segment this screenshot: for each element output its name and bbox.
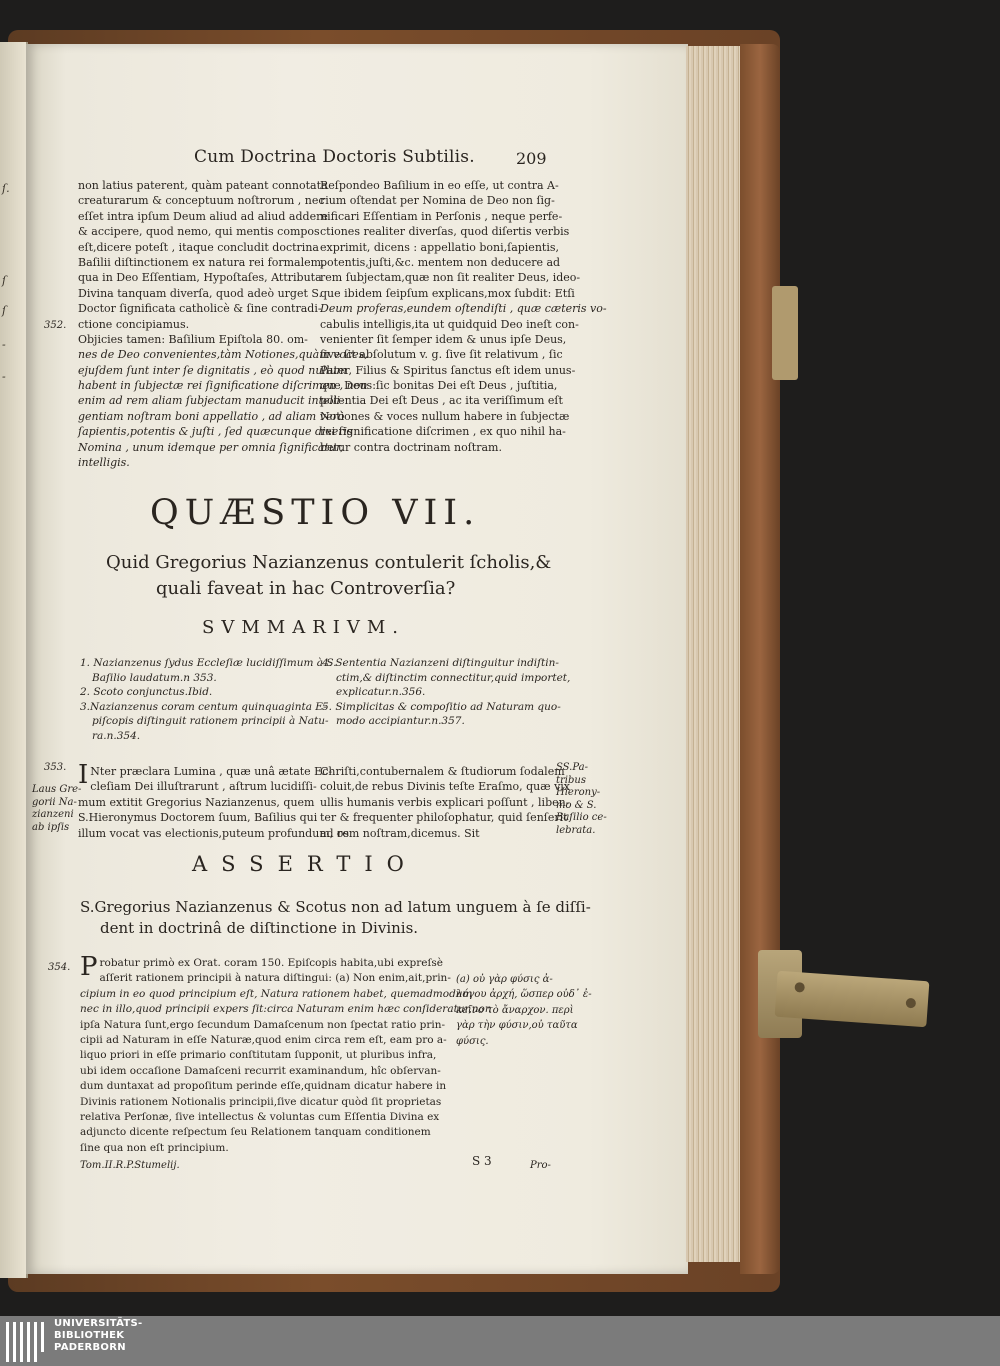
text-line: ejuſdem ſunt inter ſe dignitatis , eò quod nullum xyxy=(78,363,347,377)
right-column-text xyxy=(320,178,607,455)
text-line: gentiam noſtram boni appellatio , ad aliam verò xyxy=(78,409,345,423)
text-line: Objicies tamen: Baſilium Epiſtola 80. om- xyxy=(78,332,308,346)
margin-line: tribus xyxy=(556,774,586,786)
text-line: ubi idem occaſione Damaſceni recurrit examinandum, hîc obſervan- xyxy=(80,1064,441,1077)
text-line: rium oſtendat per Nomina de Deo non ſig- xyxy=(320,194,555,208)
clasp-rivet xyxy=(794,982,805,993)
text-line: Doctor ſignificata catholicè & ſine contradi- xyxy=(78,302,322,316)
text-line: ſine qua non eſt principium. xyxy=(80,1141,229,1154)
text-line: adjuncto dicente reſpectum ſeu Relationem tanquam conditionem xyxy=(80,1126,431,1139)
text-line: enim ad rem aliam ſubjectam manuducit intelli- xyxy=(78,394,344,408)
text-line: ſive ſit abſolutum v. g. ſive ſit relativum , ſic xyxy=(320,348,563,362)
list-item: 3.Nazianzenus coram centum quinquaginta E- xyxy=(80,700,327,713)
text-line: ipſa Natura ſunt,ergo ſecundum Damaſcenum non ſpectat ratio prin- xyxy=(80,1018,446,1031)
assertio-statement-line2: dent in doctrinâ de diſtinctione in Divinis. xyxy=(100,919,419,937)
text-line: Notiones & voces nullum habere in ſubjectæ xyxy=(320,409,570,423)
text-line: Chriſti,contubernalem & ſtudiorum ſodalem xyxy=(320,765,565,778)
greek-line: (a) οὐ γὰρ φύσις ἀ- xyxy=(456,974,553,985)
text-line: mum extitit Gregorius Nazianzenus, quem xyxy=(78,795,315,809)
left-page-fragment: ſ xyxy=(2,304,7,317)
list-item: modo accipiantur.n.357. xyxy=(336,715,465,728)
text-line: Divinis rationem Notionalis principii,ſive dicatur quòd ſit proprietas xyxy=(80,1095,442,1108)
library-logo-line3: PADERBORN xyxy=(54,1342,126,1353)
margin-number-352: 352. xyxy=(44,320,67,331)
text-line: cleſiam Dei illuſtrarunt , aſtrum lucidiſſi- xyxy=(90,780,317,794)
text-line: cipii ad Naturam in eſſe Naturæ,quod enim circa rem eſt, eam pro a- xyxy=(80,1033,447,1046)
list-item: piſcopis diſtinguit rationem principii à Natu- xyxy=(92,715,329,728)
summarium-heading: SVMMARIVM. xyxy=(202,617,406,638)
library-logo-line2: BIBLIOTHEK xyxy=(54,1330,125,1341)
list-item: 5. Simplicitas & compoſitio ad Naturam quo- xyxy=(322,700,561,713)
text-line: Reſpondeo Baſilium in eo eſſe, ut contra A- xyxy=(320,179,559,192)
volume-note: Tom.II.R.P.Stumelij. xyxy=(80,1160,180,1171)
drop-cap: I xyxy=(78,760,89,790)
margin-line: lebrata. xyxy=(556,824,596,836)
book-board-edge xyxy=(740,44,780,1274)
text-line: coluit,de rebus Divinis teſte Eraſmo, quæ vix xyxy=(320,780,571,794)
text-line: que ibidem ſeipſum explicans,mox ſubdit: Etſi xyxy=(320,286,575,300)
page-fore-edge xyxy=(686,46,745,1262)
text-line: dum duntaxat ad propoſitum perinde eſſe,quidnam dicatur habere in xyxy=(80,1080,447,1093)
drop-cap: P xyxy=(80,952,98,982)
text-line: illum vocat vas electionis,puteum profundum, os xyxy=(78,826,350,840)
text-line: que Deus:ſic bonitas Dei eſt Deus , juſtitia, xyxy=(320,379,558,393)
library-logo-icon xyxy=(6,1322,48,1362)
greek-line: κεῖνο τὸ ἄναρχον. περὶ xyxy=(456,1004,574,1016)
text-line: robatur primò ex Orat. coram 150. Epiſcopis habita,ubi expreſsè xyxy=(99,957,443,969)
quaestio-title: QUÆSTIO VII. xyxy=(150,493,481,533)
text-line: ctiones realiter diverſas, quod diſertis verbis xyxy=(320,225,570,239)
margin-line: SS.Pa- xyxy=(556,762,588,773)
section-353-right-text xyxy=(320,764,570,841)
text-line: betur contra doctrinam noſtram. xyxy=(320,440,502,454)
list-item: 2. Scoto conjunctus.Ibid. xyxy=(80,686,213,699)
margin-note-left xyxy=(32,784,81,834)
left-page-fragment: ſ. xyxy=(2,182,10,195)
text-line: & accipere, quod nemo, qui mentis compos xyxy=(78,225,320,239)
margin-line: Baſilio ce- xyxy=(556,812,607,823)
text-line: S.Hieronymus Doctorem ſuum, Baſilius qui xyxy=(78,811,318,825)
margin-number-353: 353. xyxy=(44,762,67,773)
assertio-statement-line1: S.Gregorius Nazianzenus & Scotus non ad latum unguem à ſe diſſi- xyxy=(80,898,591,916)
greek-line: λόγου ἀρχή, ὥσπερ οὐδ᾽ ἐ- xyxy=(456,989,592,1001)
clasp-rivet xyxy=(906,998,917,1009)
text-line: intelligis. xyxy=(78,456,130,470)
text-line: creaturarum & conceptuum noſtrorum , nec xyxy=(78,194,325,208)
text-line: exprimit, dicens : appellatio boni,ſapientis, xyxy=(320,240,559,254)
text-line: liquo priori in eſſe primario conſtitutam ſupponit, ut pluribus infra, xyxy=(80,1049,437,1062)
greek-footnote xyxy=(456,972,592,1049)
library-footer-bar xyxy=(0,1316,1000,1366)
signature-mark: S 3 xyxy=(472,1154,492,1168)
section-354-text xyxy=(80,952,492,1156)
text-line: nificari Eſſentiam in Perſonis , neque perfe- xyxy=(320,209,563,223)
text-line: ad rem noſtram,dicemus. Sit xyxy=(320,826,480,840)
text-line: cabulis intelligis,ita ut quidquid Deo ineſt con- xyxy=(320,317,579,331)
left-page-fragment: ſ xyxy=(2,274,7,287)
text-line: habent in ſubjectæ rei ſignificatione diſcrimen , non xyxy=(78,379,368,393)
left-page-fragment: - xyxy=(2,370,6,383)
page-number: 209 xyxy=(516,149,547,168)
section-353-left-text xyxy=(78,760,350,841)
left-page-edge xyxy=(0,42,28,1278)
margin-line: zianzeni xyxy=(32,809,74,820)
text-line: Deum proferas,eundem oſtendiſti , quæ cæteris vo- xyxy=(320,302,607,316)
text-line: ter & frequenter philoſophatur, quid ſenſerit xyxy=(320,811,568,825)
margin-line: ab ipſis xyxy=(32,821,70,833)
margin-line: Laus Gre- xyxy=(32,784,82,795)
greek-line: φύσις. xyxy=(456,1035,489,1047)
assertio-heading: ASSERTIO xyxy=(192,852,418,876)
margin-line: gorii Na- xyxy=(32,796,77,808)
text-line: nec in illo,quod principii expers ſit:circa Naturam enim hæc conſideratur,non xyxy=(80,1003,492,1016)
text-line: rei ſignificatione diſcrimen , ex quo nihil ha- xyxy=(320,425,566,439)
running-head-title: Cum Doctrina Doctoris Subtilis. xyxy=(194,147,475,167)
text-line: ctione concipiamus. xyxy=(78,317,190,331)
text-line: Baſilii diſtinctionem ex natura rei formalem, xyxy=(78,255,325,269)
margin-line: Hierony- xyxy=(556,787,601,798)
quaestio-subtitle-line2: quali faveat in hac Controverſia? xyxy=(156,578,456,599)
text-line: non latius paterent, quàm pateant connotata xyxy=(78,179,328,192)
text-line: qua in Deo Eſſentiam, Hypoſtaſes, Attributa xyxy=(78,271,322,285)
text-line: eſt,dicere poteſt , itaque concludit doctrina xyxy=(78,240,319,254)
greek-line: γὰρ τὴν φύσιν,οὐ ταῦτα xyxy=(456,1020,578,1032)
text-line: venienter ſit ſemper idem & unus ipſe Deus, xyxy=(320,332,567,346)
text-line: Pater, Filius & Spiritus ſanctus eſt idem unus- xyxy=(320,363,576,377)
summarium-left-list xyxy=(80,656,337,744)
left-page-fragment: - xyxy=(2,338,6,351)
text-line: ullis humanis verbis explicari poſſunt , liben- xyxy=(320,795,570,809)
text-line: Divina tanquam diverſa, quod adeò urget S. xyxy=(78,286,323,300)
list-item: ctim,& diſtinctim connectitur,quid importet, xyxy=(336,671,571,684)
list-item: 1. Nazianzenus ſydus Eccleſiæ lucidiſſimum à S. xyxy=(80,657,337,669)
library-logo-line1: UNIVERSITÄTS- xyxy=(54,1318,143,1329)
text-line: cipium in eo quod principium eſt, Natura rationem habet, quemadmodum xyxy=(80,987,473,1000)
text-line: ſapientis,potentis & juſti , ſed quæcunque dixeris xyxy=(78,425,353,439)
quaestio-subtitle-line1: Quid Gregorius Nazianzenus contulerit ſcholis,& xyxy=(106,552,552,573)
list-item: ra.n.354. xyxy=(92,729,141,742)
catchword: Pro- xyxy=(530,1160,551,1171)
text-line: potentis,juſti,&c. mentem non deducere ad xyxy=(320,255,561,269)
summarium-right-list xyxy=(322,656,570,729)
text-line: potentia Dei eſt Deus , ac ita veriſſimum eſt xyxy=(320,394,563,408)
text-line: relativa Perſonæ, ſive intellectus & voluntas cum Eſſentia Divina ex xyxy=(80,1110,440,1123)
margin-note-right xyxy=(556,762,607,837)
margin-number-354: 354. xyxy=(48,962,71,973)
text-line: eſſet intra ipſum Deum aliud ad aliud addere xyxy=(78,209,328,223)
list-item: explicatur.n.356. xyxy=(336,686,426,699)
text-line: Nomina , unum idemque per omnia ſignificatur, xyxy=(78,440,344,454)
leather-tab xyxy=(772,286,798,380)
list-item: 4. Sententia Nazianzeni diſtinguitur indiſtin- xyxy=(322,657,559,669)
list-item: Baſilio laudatum.n 353. xyxy=(92,671,217,684)
text-line: Nter præclara Lumina , quæ unâ ætate Ec- xyxy=(90,765,333,778)
margin-line: mo & S. xyxy=(556,799,597,811)
text-line: rem ſubjectam,quæ non ſit realiter Deus, ideo- xyxy=(320,271,581,285)
text-line: aſſerit rationem principii à natura diſtingui: (a) Non enim,ait,prin- xyxy=(99,972,451,985)
text-line: nes de Deo convenientes,tàm Notiones,quàm voces, xyxy=(78,348,368,362)
